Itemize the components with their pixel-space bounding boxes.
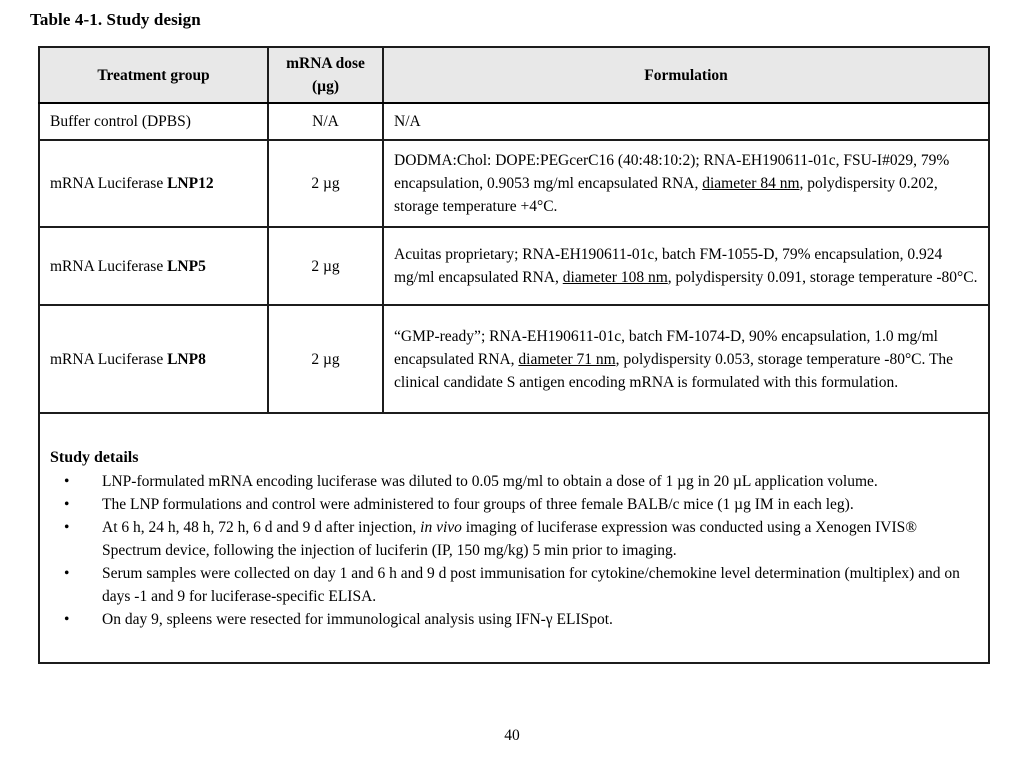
text-segment: On day 9, spleens were resected for immunological analysis using IFN-γ ELISpot.: [102, 610, 613, 628]
list-item: [50, 493, 978, 516]
table-row-lnp8: [39, 305, 989, 413]
formulation-cell: [383, 140, 989, 227]
text-segment: Acuitas proprietary; RNA-EH190611-01c, batch FM-1055-D, 79% encapsulation, 0.924 mg/ml encapsulated RNA,: [394, 246, 943, 286]
text-segment: DODMA:Chol: DOPE:PEGcerC16 (40:48:10:2); RNA-EH190611-01c, FSU-I#029, 79% encapsulation, 0.9053 mg/ml encapsulated RNA,: [394, 152, 950, 192]
bullet-text: [102, 516, 978, 562]
bullet-text: [102, 470, 978, 493]
study-details-row: [39, 413, 989, 663]
bullet-text: [102, 562, 978, 608]
bullet-text: [102, 608, 978, 631]
table-row-lnp12: [39, 140, 989, 227]
text-segment: The LNP formulations and control were administered to four groups of three female BALB/c mice (1 µg IM in each leg).: [102, 495, 854, 513]
dose-cell: 2 µg: [268, 305, 383, 413]
text-segment: Buffer control (DPBS): [50, 113, 191, 130]
text-segment: At 6 h, 24 h, 48 h, 72 h, 6 d and 9 d after injection,: [102, 518, 421, 536]
list-item: [50, 562, 978, 608]
dose-cell: 2 µg: [268, 140, 383, 227]
text-segment: , polydispersity 0.202, storage temperature +4°C.: [394, 175, 938, 215]
column-header-mrna-dose: mRNA dose (µg): [268, 47, 383, 103]
study-design-table: [38, 46, 990, 664]
treatment-group-cell: [39, 103, 268, 140]
text-segment: diameter 108 nm: [562, 269, 668, 286]
treatment-group-cell: [39, 227, 268, 305]
bullet-icon: •: [64, 610, 70, 628]
text-segment: LNP12: [167, 175, 214, 192]
text-segment: in vivo: [420, 518, 462, 536]
bullet-icon: •: [64, 472, 70, 490]
text-segment: LNP8: [167, 350, 206, 368]
table-header-row: [39, 47, 989, 103]
list-item: [50, 516, 978, 562]
text-segment: diameter 71 nm,: [518, 350, 620, 368]
text-segment: mRNA Luciferase: [50, 350, 168, 368]
text-segment: “GMP-ready”; RNA-EH190611-01c, batch FM-1074-D, 90% encapsulation, 1.0 mg/ml encapsulated RNA,: [394, 327, 938, 368]
text-segment: , polydispersity 0.091, storage temperature -80°C.: [667, 269, 978, 286]
bullet-icon: •: [64, 495, 70, 513]
study-details-cell: [39, 413, 989, 663]
text-segment: imaging of luciferase expression was conducted using a Xenogen IVIS® Spectrum device, following the injection of luciferin (IP, 150 mg/kg) 5 min prior to imaging.: [102, 518, 918, 559]
page-number: 40: [504, 727, 520, 744]
column-header-treatment-group: Treatment group: [39, 47, 268, 103]
list-item: [50, 470, 978, 493]
dose-cell: 2 µg: [268, 227, 383, 305]
text-segment: diameter 84 nm: [702, 175, 800, 192]
column-header-formulation: Formulation: [383, 47, 989, 103]
text-segment: LNP-formulated mRNA encoding luciferase was diluted to 0.05 mg/ml to obtain a dose of 1 µg in 20 µL application volume.: [102, 472, 878, 490]
text-segment: LNP5: [167, 257, 206, 275]
dose-cell: N/A: [268, 103, 383, 140]
treatment-group-cell: [39, 305, 268, 413]
formulation-cell: [383, 227, 989, 305]
list-item: [50, 608, 978, 631]
treatment-group-cell: [39, 140, 268, 227]
bullet-icon: •: [64, 564, 70, 582]
bullet-icon: •: [64, 518, 70, 536]
text-segment: mRNA Luciferase: [50, 257, 168, 275]
study-details-heading: Study details: [50, 448, 139, 466]
formulation-cell: [383, 305, 989, 413]
table-row-buffer-control: [39, 103, 989, 140]
text-segment: N/A: [394, 113, 421, 130]
bullet-text: [102, 493, 978, 516]
text-segment: mRNA Luciferase: [50, 175, 168, 192]
formulation-cell: [383, 103, 989, 140]
study-details-bullet-list: [50, 470, 978, 631]
table-caption: Table 4-1. Study design: [30, 10, 201, 29]
text-segment: Serum samples were collected on day 1 and 6 h and 9 d post immunisation for cytokine/chemokine level determination (multiplex) and on days -1 and 9 for luciferase-specific ELISA.: [102, 564, 960, 605]
table-row-lnp5: [39, 227, 989, 305]
text-segment: polydispersity 0.053, storage temperature -80°C. The clinical candidate S antigen encoding mRNA is formulated with this formulation.: [394, 350, 954, 391]
